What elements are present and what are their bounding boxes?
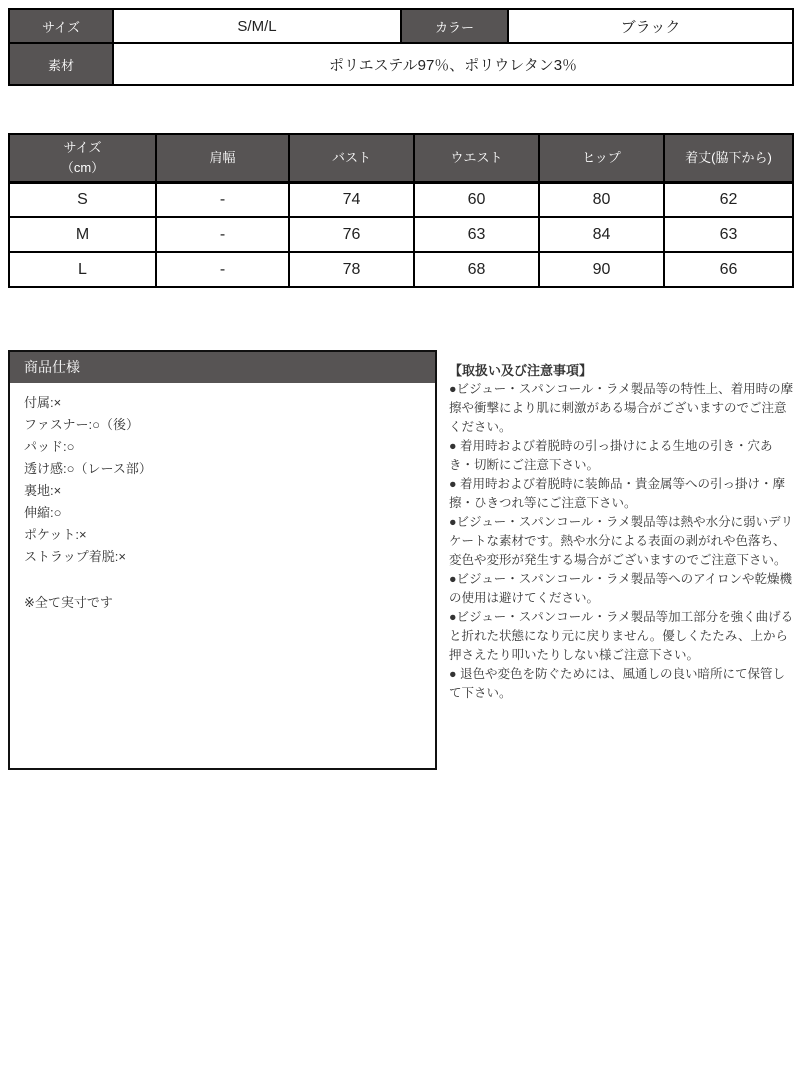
material-label-cell: 素材 <box>9 43 113 85</box>
col-header-size-line2: （cm） <box>60 159 105 175</box>
product-spec-title: 商品仕様 <box>10 352 435 383</box>
spec-item-strap: ストラップ着脱:× <box>24 549 126 564</box>
handling-note-paragraph: ●ビジュー・スパンコール・ラメ製品等へのアイロンや乾燥機の使用は避けてください。 <box>449 572 793 605</box>
shoulder-cell: - <box>156 217 289 252</box>
measurement-row-l <box>9 252 793 287</box>
color-label-cell: カラー <box>401 9 508 43</box>
handling-note-paragraph: ● 着用時および着脱時の引っ掛けによる生地の引き・穴あき・切断にご注意下さい。 <box>449 439 773 472</box>
spec-measurement-note: ※全て実寸です <box>24 595 113 610</box>
spec-item-fastener: ファスナー:○（後） <box>24 417 139 432</box>
handling-note-paragraph: ●ビジュー・スパンコール・ラメ製品等は熱や水分に弱いデリケートな素材です。熱や水分による表面の剥がれや色落ち、変色や変形が発生する場合がございますのでご注意下さい。 <box>449 515 794 567</box>
measurement-row-m <box>9 217 793 252</box>
handling-note-paragraph: ●ビジュー・スパンコール・ラメ製品等の特性上、着用時の摩擦や衝撃により肌に刺激がある場合がございますのでご注意ください。 <box>449 382 794 434</box>
color-value-cell: ブラック <box>508 9 793 43</box>
handling-notes <box>449 361 797 703</box>
handling-note-paragraph: ● 退色や変色を防ぐためには、風通しの良い暗所にて保管して下さい。 <box>449 667 786 700</box>
waist-cell: 68 <box>414 252 539 287</box>
col-header-waist: ウエスト <box>414 134 539 182</box>
measurements-table <box>8 133 794 288</box>
spec-item-pocket: ポケット:× <box>24 527 87 542</box>
col-header-hip: ヒップ <box>539 134 664 182</box>
measurement-row-s <box>9 182 793 217</box>
hip-cell: 80 <box>539 182 664 217</box>
size-cell: L <box>9 252 156 287</box>
shoulder-cell: - <box>156 182 289 217</box>
col-header-length: 着丈(脇下から) <box>664 134 793 182</box>
bust-cell: 78 <box>289 252 414 287</box>
waist-cell: 63 <box>414 217 539 252</box>
bust-cell: 74 <box>289 182 414 217</box>
length-cell: 66 <box>664 252 793 287</box>
hip-cell: 90 <box>539 252 664 287</box>
size-label-cell: サイズ <box>9 9 113 43</box>
handling-notes-title: 【取扱い及び注意事項】 <box>449 363 593 378</box>
handling-note-paragraph: ● 着用時および着脱時に装飾品・貴金属等への引っ掛け・摩擦・ひきつれ等にご注意下さい。 <box>449 477 786 510</box>
size-color-material-table <box>8 8 794 86</box>
length-cell: 63 <box>664 217 793 252</box>
handling-note-paragraph: ●ビジュー・スパンコール・ラメ製品等加工部分を強く曲げると折れた状態になり元に戻りません。優しくたたみ、上から押さえたり叩いたりしない様ご注意下さい。 <box>449 610 794 662</box>
size-value-cell: S/M/L <box>113 9 401 43</box>
spec-item-pad: パッド:○ <box>24 439 75 454</box>
spec-item-accessory: 付属:× <box>24 395 62 410</box>
col-header-size <box>9 134 156 182</box>
col-header-shoulder: 肩幅 <box>156 134 289 182</box>
spec-item-lining: 裏地:× <box>24 483 62 498</box>
product-spec-list <box>10 383 435 623</box>
bust-cell: 76 <box>289 217 414 252</box>
info-row-material <box>9 43 793 85</box>
product-spec-box <box>8 350 437 770</box>
size-cell: S <box>9 182 156 217</box>
length-cell: 62 <box>664 182 793 217</box>
col-header-size-line1: サイズ <box>63 139 102 155</box>
info-row-size-color <box>9 9 793 43</box>
spec-item-stretch: 伸縮:○ <box>24 505 62 520</box>
material-value-cell: ポリエステル97％、ポリウレタン3％ <box>113 43 793 85</box>
spec-item-sheerness: 透け感:○（レース部） <box>24 461 152 476</box>
measurements-header-row <box>9 134 793 182</box>
hip-cell: 84 <box>539 217 664 252</box>
col-header-bust: バスト <box>289 134 414 182</box>
waist-cell: 60 <box>414 182 539 217</box>
size-cell: M <box>9 217 156 252</box>
shoulder-cell: - <box>156 252 289 287</box>
